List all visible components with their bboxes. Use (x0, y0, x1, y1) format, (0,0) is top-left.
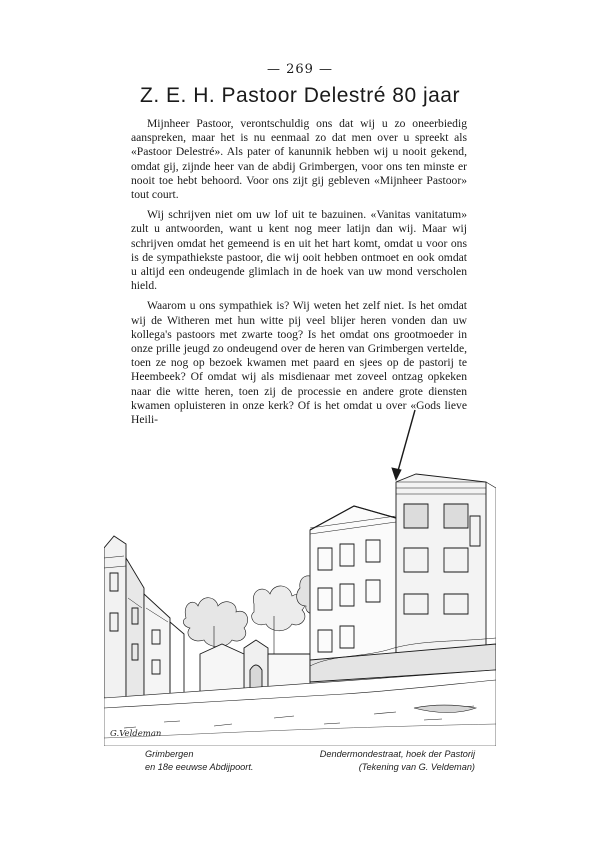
caption-gate: en 18e eeuwse Abdijpoort. (145, 762, 254, 772)
artist-signature: G.Veldeman (110, 729, 162, 739)
left-houses (104, 536, 184, 698)
caption-credit: (Tekening van G. Veldeman) (358, 762, 475, 772)
paragraph: Mijnheer Pastoor, verontschuldig ons dat wij u zo oneerbiedig aanspreken, maar het is nu eenmaal zo dat men over u spreekt als «Pastoor Delestré». Als pater of kanunnik hebben wij u nooit gekend, omdat gij, zijnde heer van de abdij Grimbergen, voor ons ten minste er nooit toe hebt behoord. Voor ons zijt gij gebleven «Mijnheer Pastoor» tout court. (131, 117, 467, 202)
article-body (131, 117, 467, 427)
illustration-caption (145, 748, 475, 774)
paragraph: Waarom u ons sympathiek is? Wij weten het zelf niet. Is het omdat wij de Witheren met hun witte pij veel blijer heren vonden dan uw kollega's pastoors met zwarte toog? Is het omdat ons grootmoeder in onze prille jeugd zo ondeugend over de heren van Grimbergen vertelde, toen ze nog op bezoek kwamen met paard en sjees op de pastorij te Heembeek? Of omdat wij als misdienaar met zoveel ontzag opkeken naar die witte heren, toen zij de processie en andere grote diensten kwamen opluisteren in onze kerk? Of is het omdat u over «Gods lieve Heili- (131, 299, 467, 427)
caption-street: Dendermondestraat, hoek der Pastorij (319, 749, 475, 759)
tower (396, 474, 496, 670)
pointer-arrow (392, 468, 401, 480)
street-drawing (104, 408, 496, 746)
caption-place: Grimbergen (145, 749, 194, 759)
paragraph: Wij schrijven niet om uw lof uit te bazuinen. «Vanitas vanitatum» zult u antwoorden, want u kent nog meer latijn dan wij. Maar wij schrijven omdat het gemeend is en uit het hart komt, omdat u voor ons is de sympathiekste pastoor, die wij ooit hebben ontmoet en ook omdat u altijd een ondeugende glimlach in de hoek van uw mond verscholen hield. (131, 208, 467, 293)
article-title: Z. E. H. Pastoor Delestré 80 jaar (140, 84, 460, 107)
page-number: — 269 — (266, 62, 334, 77)
pointer-line (396, 410, 415, 478)
